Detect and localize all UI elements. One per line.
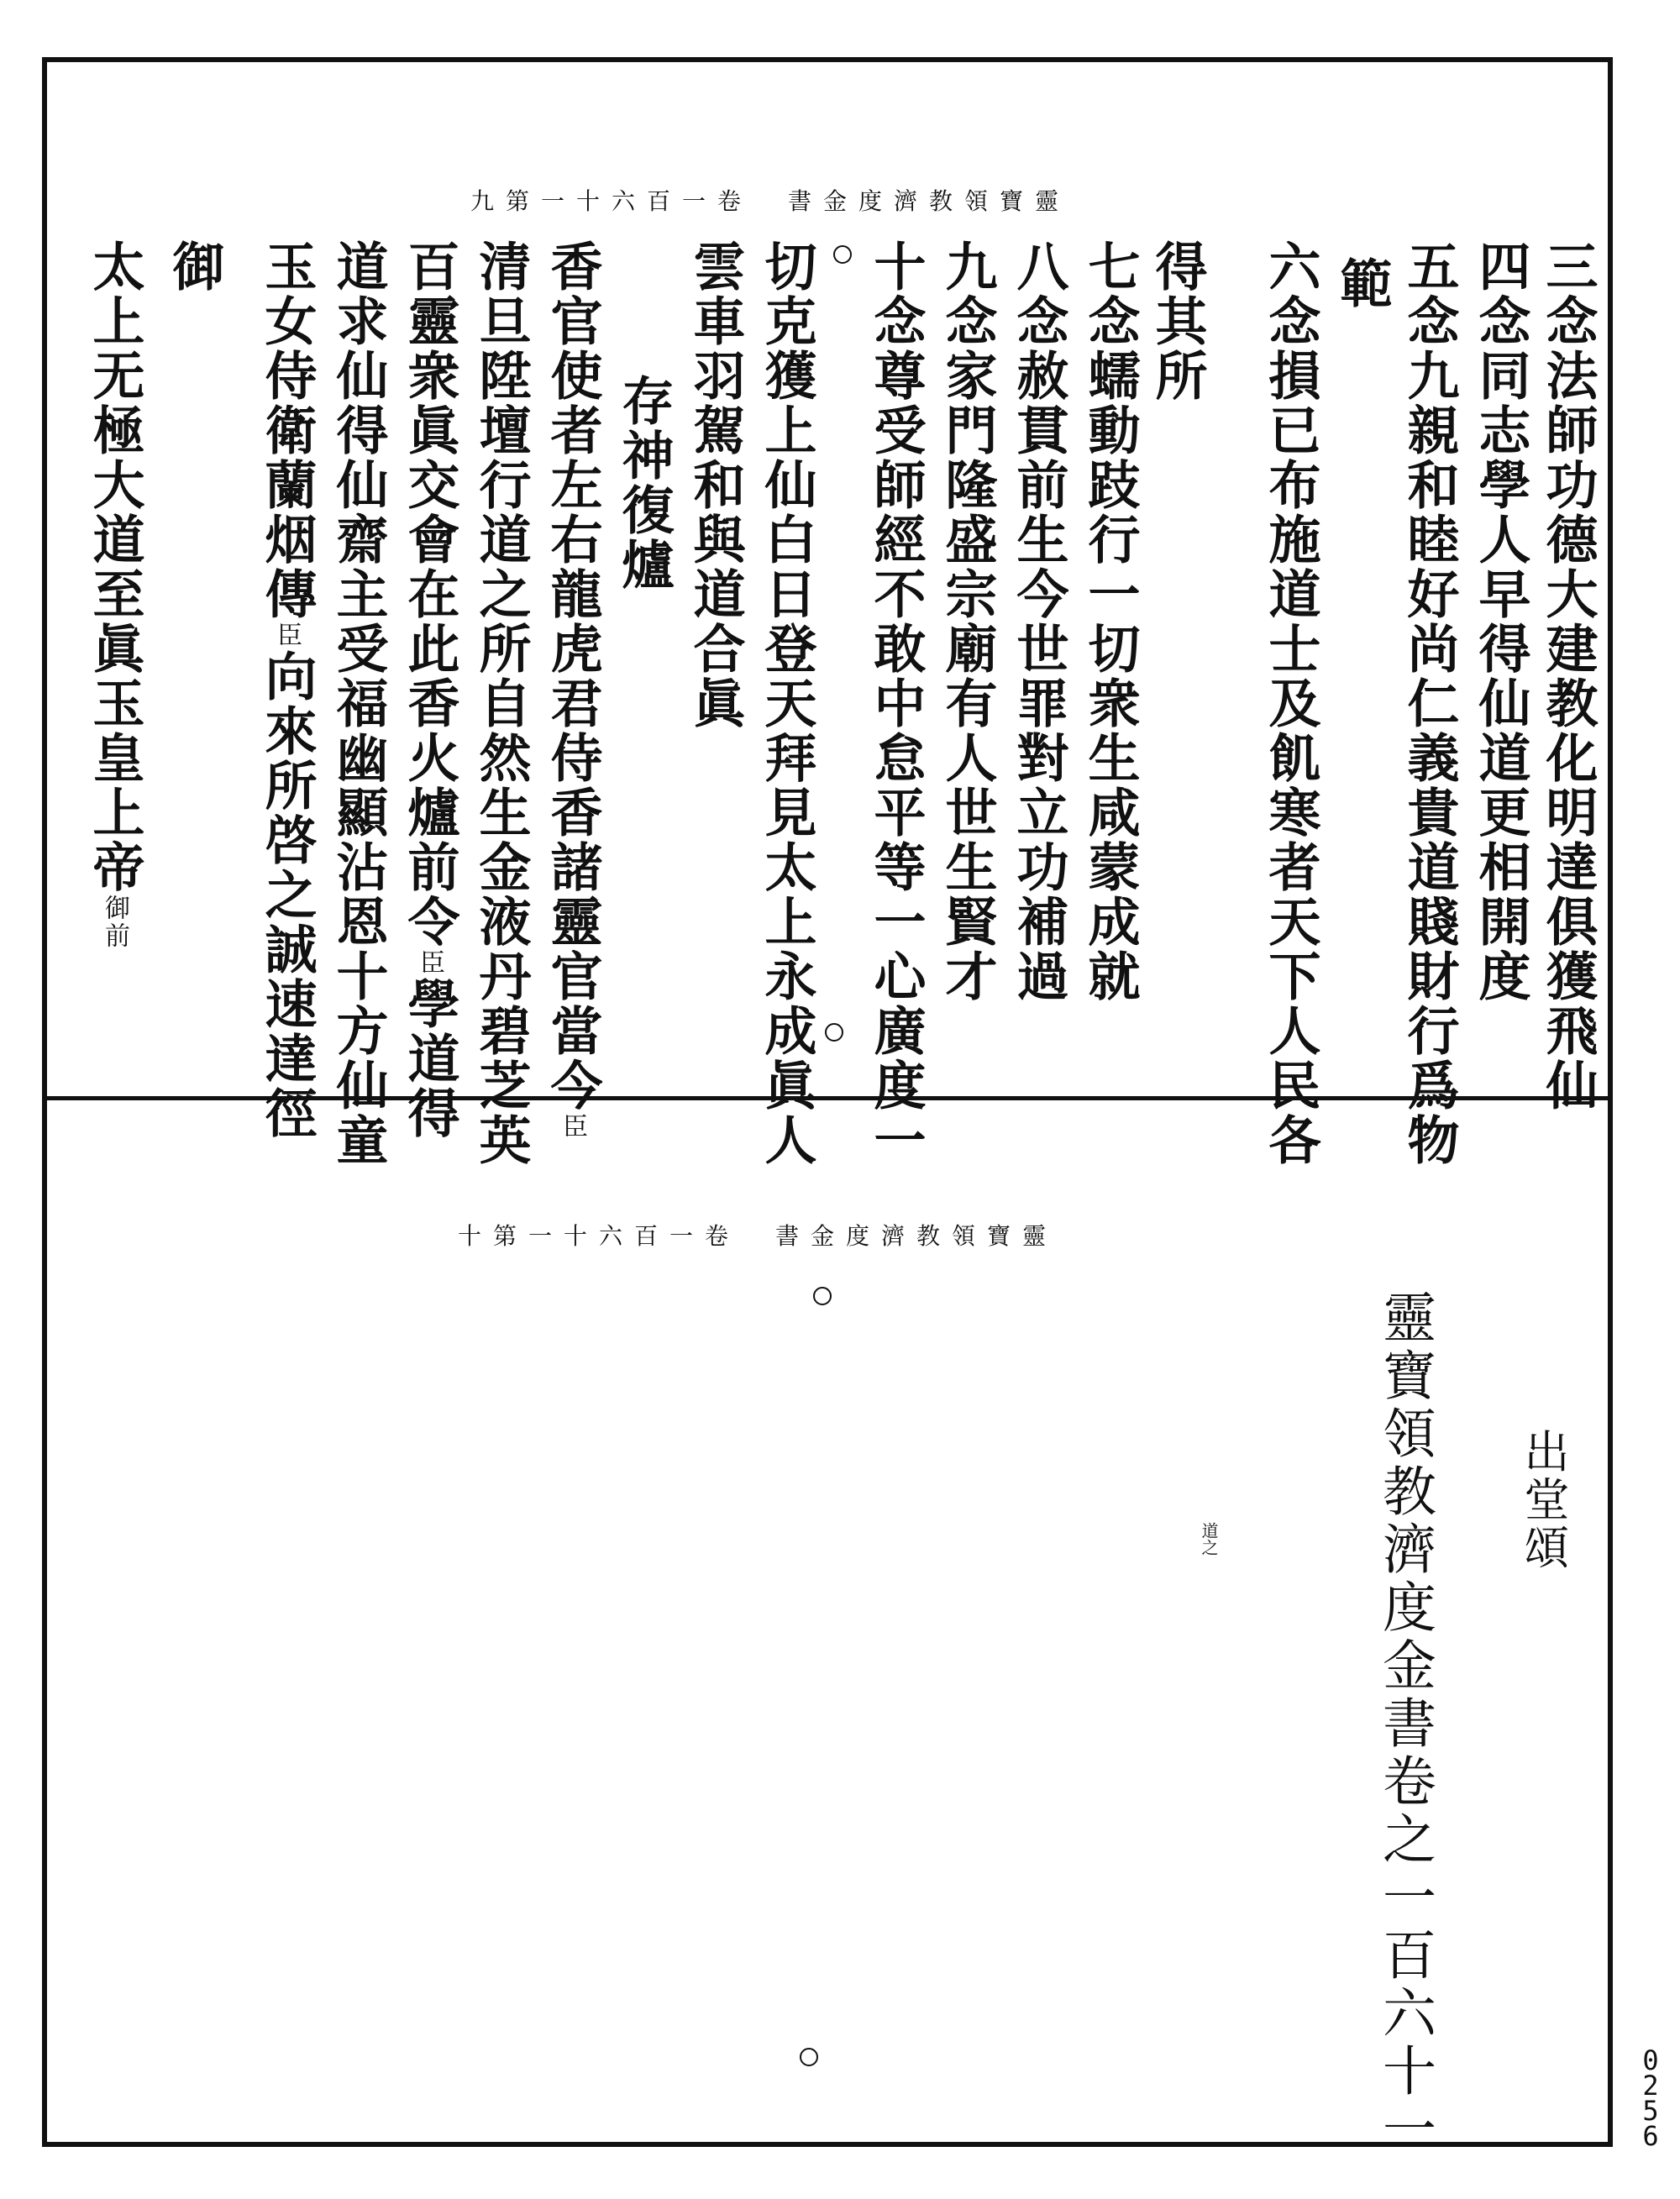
small-mark: 道之 <box>1199 1522 1219 1556</box>
section-heading: 出堂頌 <box>1517 1428 1570 1572</box>
column-text: 玉女侍衛蘭烟傳 <box>256 239 318 622</box>
text-column: 六念損已布施道士及飢寒者天下人民各 <box>1260 239 1321 1168</box>
column-text-tail: 學道得 <box>399 977 460 1141</box>
page-number-digit: 6 <box>1642 2120 1659 2152</box>
punctuation-circle <box>825 1023 843 1042</box>
column-text: 百靈衆眞交會在此香火爐前令 <box>399 239 460 949</box>
text-column: 切克獲上仙白日登天拜見太上永成眞人 <box>756 239 817 1168</box>
punctuation-circle <box>813 1287 832 1305</box>
text-column: 御 <box>164 239 225 294</box>
text-column: 八念赦貫前生今世罪對立功補過 <box>1008 239 1069 1004</box>
page-number <box>1638 2044 1663 2152</box>
column-note: 御前 <box>100 895 129 950</box>
text-column: 三念法師功德大建教化明達俱獲飛仙 <box>1537 239 1599 1113</box>
volume-title: 靈寶領教濟度金書卷之一百六十一 <box>1373 1289 1436 2159</box>
page-number-digit: 2 <box>1642 2070 1659 2102</box>
text-column: 四念同志學人早得仙道更相開度 <box>1470 239 1531 1004</box>
text-column: 五念九親和睦好尚仁義貴道賤財行爲物 <box>1399 239 1460 1168</box>
column-text: 太上无極大道至眞玉皇上帝 <box>84 239 145 895</box>
column-note: 臣 <box>415 949 444 977</box>
text-column <box>256 239 318 1141</box>
text-column <box>399 239 460 1141</box>
text-column: 道求仙得仙齋主受福幽顯沾恩十方仙童 <box>328 239 389 1168</box>
column-note: 臣 <box>558 1113 587 1141</box>
header-bottom: 十第一十六百一卷 書金度濟教領寶靈 <box>458 1222 1058 1250</box>
text-column: 範 <box>1331 256 1393 311</box>
text-column: 七念蠕動跂行一切衆生咸蒙成就 <box>1079 239 1141 1004</box>
text-column <box>542 239 603 1141</box>
text-column: 九念家門隆盛宗廟有人世生賢才 <box>937 239 998 1004</box>
text-column: 清旦陞壇行道之所自然生金液丹碧芝英 <box>470 239 532 1168</box>
header-top: 九第一十六百一卷 書金度濟教領寶靈 <box>470 187 1071 215</box>
punctuation-circle <box>800 2048 818 2066</box>
text-column <box>84 239 145 950</box>
text-column-heading: 存神復爐 <box>613 374 675 592</box>
text-column: 雲車羽駕和與道合眞 <box>685 239 746 731</box>
page-number-digit: 5 <box>1642 2095 1659 2127</box>
punctuation-circle <box>833 245 852 264</box>
column-text: 香官使者左右龍虎君侍香諸靈官當今 <box>542 239 603 1113</box>
page-number-digit: 0 <box>1642 2044 1659 2076</box>
column-note: 臣 <box>272 622 302 649</box>
text-column: 十念尊受師經不敢中怠平等一心廣度一 <box>865 239 927 1168</box>
text-column: 得其所 <box>1147 239 1208 403</box>
column-text-tail: 向來所啓之誠速達徑 <box>256 649 318 1141</box>
